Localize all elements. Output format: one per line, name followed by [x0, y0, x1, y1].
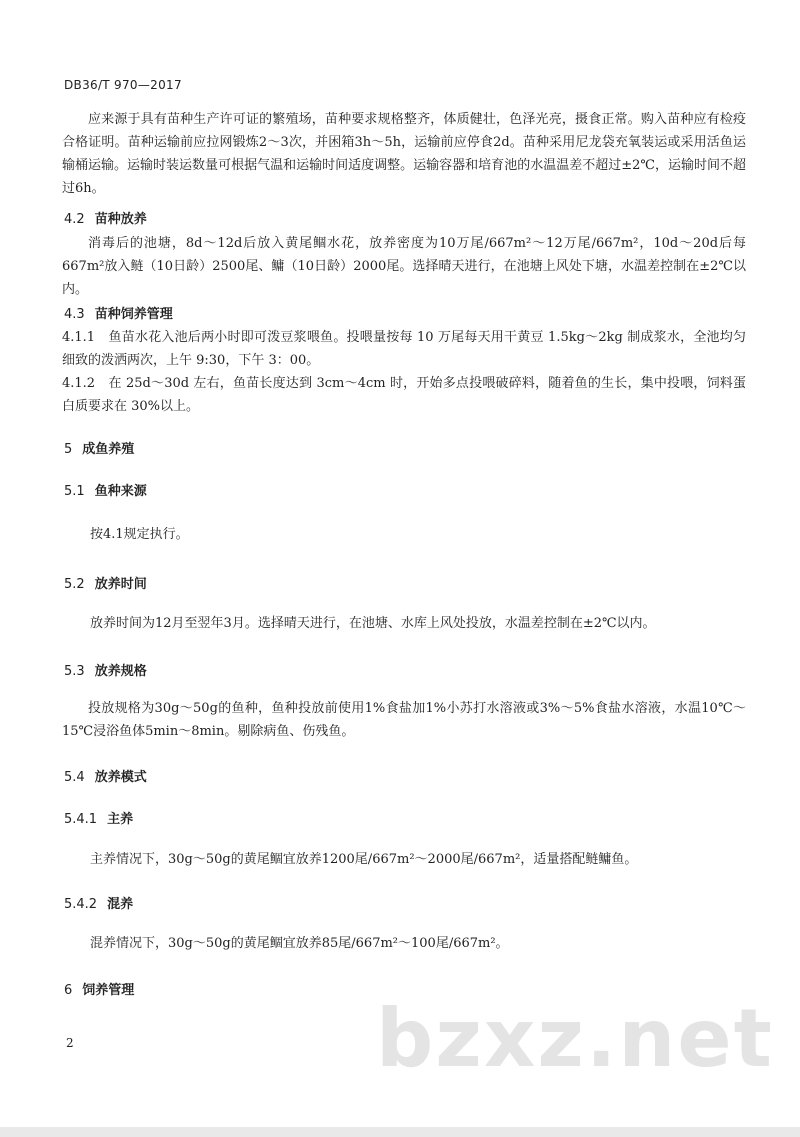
- heading-title: 混养: [107, 897, 134, 912]
- page-bottom-edge: [0, 1127, 800, 1137]
- paragraph-5-4-1: 主养情况下，30g～50g的黄尾鲴宜放养1200尾/667m²～2000尾/667m²，适量搭配鲢鳙鱼。: [90, 852, 638, 867]
- heading-5-2: [64, 573, 147, 592]
- heading-title: 放养模式: [94, 770, 147, 785]
- heading-number: 5.1: [64, 484, 85, 499]
- heading-title: 成鱼养殖: [82, 442, 135, 457]
- paragraph-5-2: 放养时间为12月至翌年3月。选择晴天进行，在池塘、水库上风处投放，水温差控制在±2℃以内。: [90, 616, 656, 631]
- heading-number: 5.3: [64, 664, 85, 679]
- heading-number: 4.3: [64, 307, 85, 322]
- heading-5-4: [64, 766, 147, 785]
- site-watermark: bzxz.net: [376, 992, 774, 1085]
- heading-4-3: [64, 303, 173, 322]
- paragraph-4-2: 消毒后的池塘，8d～12d后放入黄尾鲴水花，放养密度为10万尾/667m²～12万尾/667m²，10d～20d后每667m²放入鲢（10日龄）2500尾、鳙（10日龄）2000尾。选择晴天进行，在池塘上风处下塘，水温差控制在±2℃以内。: [62, 236, 746, 297]
- paragraph-5-3: 投放规格为30g～50g的鱼种，鱼种投放前使用1%食盐加1%小苏打水溶液或3%～5%食盐水溶液，水温10℃～15℃浸浴鱼体5min～8min。剔除病鱼、伤残鱼。: [62, 701, 746, 739]
- heading-number: 5.2: [64, 577, 85, 592]
- page-number: 2: [66, 1036, 74, 1050]
- heading-number: 5: [64, 442, 73, 457]
- heading-title: 苗种饲养管理: [94, 307, 173, 322]
- heading-6: [64, 979, 134, 998]
- heading-number: 5.4: [64, 770, 85, 785]
- heading-title: 放养规格: [94, 664, 147, 679]
- paragraph-4-1-2: 4.1.2 在 25d～30d 左右，鱼苗长度达到 3cm～4cm 时，开始多点投喂破碎料，随着鱼的生长，集中投喂，饲料蛋白质要求在 30%以上。: [62, 376, 746, 414]
- paragraph-4-1-continued: 应来源于具有苗种生产许可证的繁殖场，苗种要求规格整齐，体质健壮，色泽光亮，摄食正常。购入苗种应有检疫合格证明。苗种运输前应拉网锻炼2～3次，并困箱3h～5h，运输前应停食2d。苗种采用尼龙袋充氧装运或采用活鱼运输桶运输。运输时装运数量可根据气温和运输时间适度调整。运输容器和培育池的水温温差不超过±2℃，运输时间不超过6h。: [62, 112, 746, 196]
- heading-title: 主养: [107, 812, 134, 827]
- heading-title: 苗种放养: [94, 212, 147, 227]
- heading-title: 放养时间: [94, 577, 147, 592]
- paragraph-5-4-2: 混养情况下，30g～50g的黄尾鲴宜放养85尾/667m²～100尾/667m²。: [90, 936, 509, 951]
- heading-5-1: [64, 480, 147, 499]
- heading-5-4-2: [64, 893, 133, 912]
- heading-5-3: [64, 660, 147, 679]
- standard-code-header: DB36/T 970—2017: [64, 78, 182, 92]
- heading-5-4-1: [64, 808, 133, 827]
- paragraph-4-1-1: 4.1.1 鱼苗水花入池后两小时即可泼豆浆喂鱼。投喂量按每 10 万尾每天用干黄豆 1.5kg～2kg 制成浆水，全池均匀细致的泼洒两次，上午 9:30，下午 3：00。: [62, 330, 746, 368]
- heading-5: [64, 438, 134, 457]
- heading-number: 5.4.2: [64, 897, 98, 912]
- heading-4-2: [64, 208, 147, 227]
- heading-title: 饲养管理: [82, 983, 135, 998]
- paragraph-5-1: 按4.1规定执行。: [90, 527, 189, 542]
- heading-number: 5.4.1: [64, 812, 98, 827]
- heading-number: 4.2: [64, 212, 85, 227]
- heading-number: 6: [64, 983, 73, 998]
- heading-title: 鱼种来源: [94, 484, 147, 499]
